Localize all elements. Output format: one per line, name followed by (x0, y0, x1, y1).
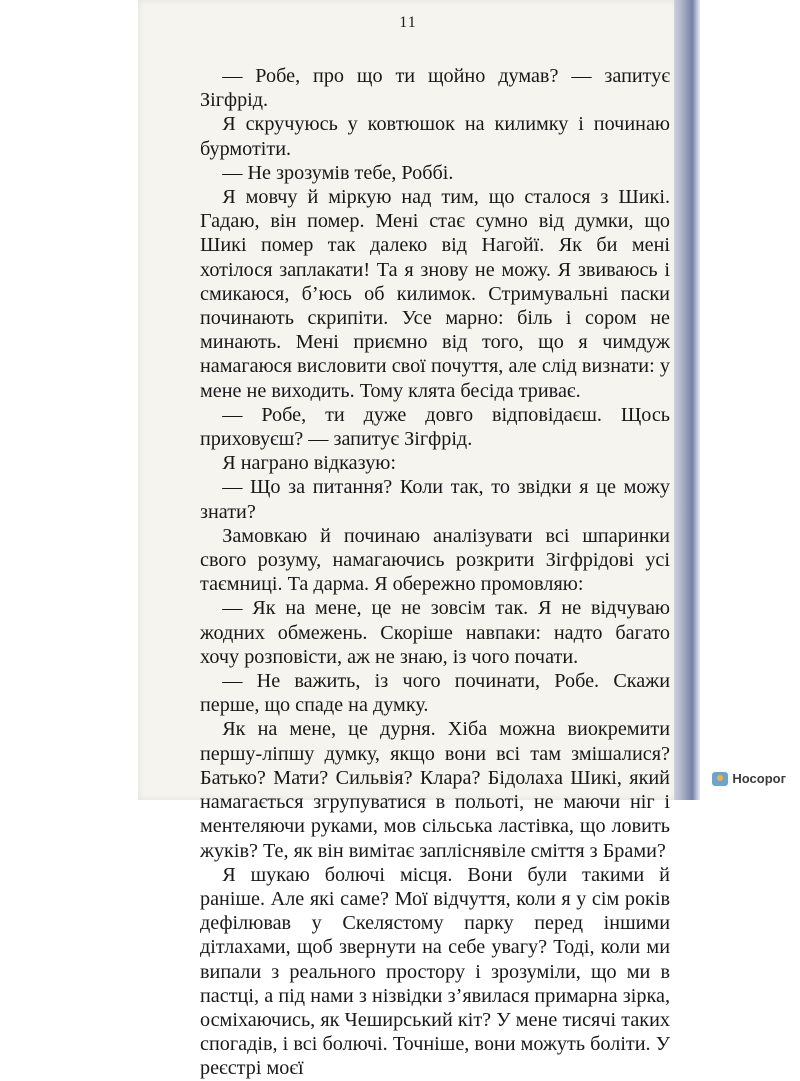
page-number: 11 (399, 14, 417, 31)
paragraph: — Що за питання? Коли так, то звідки я це можу знати? (200, 476, 670, 523)
paragraph: Я награно відказую: (222, 452, 396, 475)
book-page (138, 0, 678, 1080)
paragraph: Я скручуюсь у ковтюшок на килимку і починаю бурмотіти. (200, 113, 670, 160)
paragraph: — Робе, ти дуже довго відповідаєш. Щось приховуєш? — запитує Зігфрід. (200, 403, 670, 451)
paragraph: — Як на мене, це не зовсім так. Я не відчуваю жодних обмежень. Скоріше навпаки: надто багато хочу розповісти, аж не знаю, із чого почати. (200, 597, 670, 668)
rhino-logo-icon (712, 772, 728, 786)
paragraph: — Робе, про що ти щойно думав? — запитує Зігфрід. (200, 65, 670, 112)
paragraph: — Не важить, із чого починати, Робе. Скажи перше, що спаде на думку. (200, 670, 670, 717)
watermark-logo (712, 771, 786, 786)
paragraph: Я шукаю болючі місця. Вони були такими й раніше. Але які саме? Мої відчуття, коли я у сім років дефілював у Скелястому парку перед іншими дітлахами, щоб звернути на себе увагу? Тоді, коли ми випали з реального простору і зрозуміли, що ми в пастці, а під нами з нізвідки з’явилася примарна зірка, осміхаючись, як Чеширський кіт? У мене тисячі таких спогадів, і всі болючі. Точніше, вони можуть боліти. У реєстрі моєї (200, 863, 670, 1080)
watermark-text: Носорог (732, 771, 786, 786)
paragraph: Як на мене, це дурня. Хіба можна виокремити першу-ліпшу думку, якщо вони всі там змішалися? Батько? Мати? Сильвія? Клара? Бідолаха Шикі, який намагається згрупуватися в польоті, не маючи ніг і ментеляючи руками, мов сільська ластівка, що ловить жуків? Те, як він вимітає запліснявіле сміття з Брами? (200, 718, 670, 862)
paragraph: — Не зрозумів тебе, Роббі. (222, 161, 454, 184)
paragraph: Замовкаю й починаю аналізувати всі шпаринки свого розуму, намагаючись розкрити Зігфрідові усі таємниці. Та дарма. Я обережно промовляю: (200, 524, 670, 596)
page-text (200, 64, 670, 1081)
paragraph: Я мовчу й міркую над тим, що сталося з Шикі. Гадаю, він помер. Мені стає сумно від думки, що Шикі помер так далеко від Нагойї. Як би мені хотілося заплакати! Та я знову не можу. Я звиваюсь і смикаюся, б’юсь об килимок. Стримувальні паски починають скрипіти. Усе марно: біль і сором не минають. Мені приємно від того, що я чимдуж намагаюся висловити свої почуття, але слід визнати: у мене не виходить. Тому клята бесіда триває. (200, 186, 670, 402)
page-edge-shadow (674, 0, 700, 800)
